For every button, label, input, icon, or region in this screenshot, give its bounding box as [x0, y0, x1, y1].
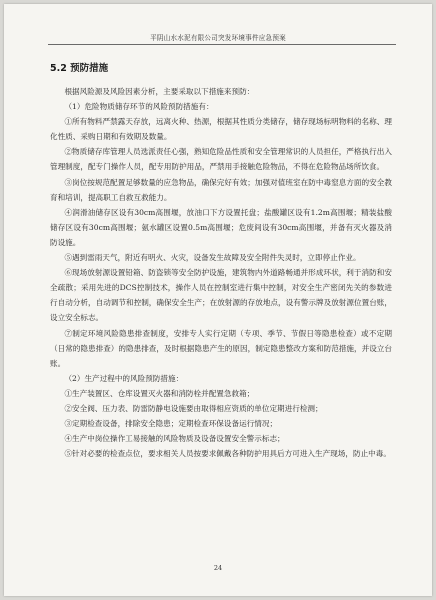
paragraph: ④生产中岗位操作工易接触的风险物质及设备设置安全警示标志； — [64, 434, 285, 444]
paragraph: （2）生产过程中的风险预防措施： — [64, 373, 184, 383]
paragraph: （1）危险物质储存环节的风险预防措施有： — [64, 102, 214, 112]
paragraph: ①所有物料严禁露天存放，远离火种、热源，根据其性质分类储存，储存现场标明物料的名称、理化性质、采购日期和有效期及数量。 — [50, 117, 392, 142]
paragraph: ⑤针对必要的检查点位，要求相关人员按要求佩戴各种防护用具后方可进入生产现场，防止中毒。 — [64, 449, 391, 459]
paragraph: ②物质储存库管理人员选派责任心强，熟知危险品性质和安全管理常识的人员担任，严格执行出入管理制度，配专门操作人员，配专用防护用品，严禁用手接触危险物品，不得在危险物品场所饮食。 — [50, 147, 392, 172]
paragraph: ①生产装置区、仓库设置灭火器和消防栓并配置急救箱； — [64, 388, 255, 398]
header-divider — [48, 44, 396, 45]
paragraph: ②安全阀、压力表、防雷防静电设施要由取得相应资质的单位定期进行检测； — [64, 403, 323, 413]
paragraph: ⑥现场放射源设置铅箱、防盗锁等安全防护设施，建筑物内外道路畅通并形成环状，利于消防和安全疏散；采用先进的DCS控制技术，操作人员在控制室进行集中控制，对安全生产密闭先关的参数进行自动分析，自动调节和控制，确保安全生产；在放射源的存放地点，设有警示牌及放射源位置台账，设立安全标志。 — [50, 268, 392, 323]
paragraph: ⑦制定环境风险隐患排查制度，安排专人实行定期（专项、季节、节假日等隐患检查）或不定期（日常的隐患排查）的隐患排查，及时根据隐患产生的原因，制定隐患整改方案和防范措施，并设立台账。 — [50, 328, 392, 368]
paragraph: ③岗位按规范配置足够数量的应急物品，确保完好有效；加强对值班室在防中毒窒息方面的安全教育和培训，提高职工自救互救能力。 — [50, 177, 392, 202]
paragraph: ④润滑油储存区设有30cm高围堰，放油口下方设置托盘；盐酸罐区设有1.2m高围堰；精装盐酸储存区设有30cm高围堰；氨水罐区设置0.5m高围堰；危废间设有30cm高围堰，并备有灭火器及消防设施。 — [50, 207, 392, 247]
document-page — [4, 4, 432, 596]
section-heading: 5.2 预防措施 — [50, 63, 109, 74]
paragraph: 根据风险源及风险因素分析，主要采取以下措施来预防： — [64, 87, 255, 96]
running-header: 平阴山水水泥有限公司突发环境事件应急预案 — [150, 34, 286, 42]
paragraph: ③定期检查设备，排除安全隐患；定期检查环保设备运行情况； — [64, 419, 278, 429]
page-number: 24 — [213, 564, 223, 572]
paragraph: ⑤遇到雷雨天气，附近有明火、火灾，设备发生故障及安全附件失灵时，立即停止作业。 — [64, 253, 361, 263]
page-content — [50, 60, 392, 461]
